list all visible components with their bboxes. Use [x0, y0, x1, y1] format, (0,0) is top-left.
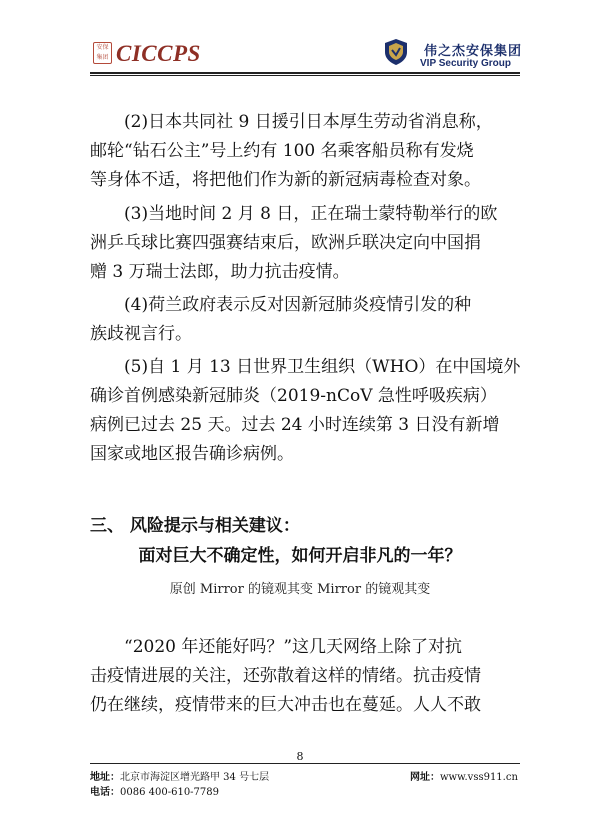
article-paragraph — [90, 633, 520, 720]
text-line: “2020 年还能好吗？”这几天网络上除了对抗 — [124, 637, 463, 657]
text-line: 邮轮“钻石公主”号上约有 100 名乘客船员称有发烧 — [90, 141, 474, 161]
section-heading: 三、 风险提示与相关建议： — [90, 516, 300, 536]
paragraph-item-2 — [90, 108, 520, 195]
seal-logo: 安保集团 — [93, 42, 112, 64]
paragraph-item-3 — [90, 200, 520, 287]
page-header — [0, 0, 600, 80]
shield-logo-icon — [384, 38, 408, 66]
text-line: 赠 3 万瑞士法郎，助力抗击疫情。 — [90, 262, 350, 282]
text-line: 洲乒乓球比赛四强赛结束后，欧洲乒联决定向中国捐 — [90, 233, 481, 253]
footer-divider — [90, 763, 520, 764]
page-number: 8 — [296, 750, 304, 763]
footer-website — [410, 768, 518, 783]
header-divider — [90, 72, 520, 74]
website-link[interactable]: www.vss911.cn — [440, 772, 518, 783]
text-line: (4)荷兰政府表示反对因新冠肺炎疫情引发的种 — [124, 295, 472, 315]
header-divider-thin — [90, 75, 520, 76]
text-line: 族歧视言行。 — [90, 324, 192, 344]
text-line: 国家或地区报告确诊病例。 — [90, 444, 294, 464]
footer-phone — [90, 783, 219, 798]
paragraph-item-5 — [90, 353, 520, 469]
ciccps-logo-text: CICCPS — [116, 41, 201, 66]
text-line: 等身体不适，将把他们作为新的新冠病毒检查对象。 — [90, 170, 481, 190]
text-line: 击疫情进展的关注，还弥散着这样的情绪。抗击疫情 — [90, 666, 481, 686]
paragraph-item-4 — [90, 291, 520, 349]
website-label: 网址： — [410, 772, 440, 783]
text-line: (5)自 1 月 13 日世界卫生组织（WHO）在中国境外 — [124, 357, 521, 377]
address-value: 北京市海淀区增光路甲 34 号七层 — [120, 772, 270, 783]
text-line: (2)日本共同社 9 日援引日本厚生劳动省消息称， — [124, 112, 493, 132]
text-line: 病例已过去 25 天。过去 24 小时连续第 3 日没有新增 — [90, 415, 500, 435]
address-label: 地址： — [90, 772, 120, 783]
article-byline: 原创 Mirror 的镜观其变 Mirror 的镜观其变 — [169, 582, 431, 597]
phone-label: 电话： — [90, 787, 120, 798]
footer-address — [90, 768, 269, 783]
text-line: 仍在继续，疫情带来的巨大冲击也在蔓延。人人不敢 — [90, 695, 481, 715]
article-title: 面对巨大不确定性，如何开启非凡的一年？ — [138, 546, 462, 566]
company-name-cn: 伟之杰安保集团 — [424, 44, 523, 59]
phone-value: 0086 400-610-7789 — [120, 787, 220, 798]
text-line: 确诊首例感染新冠肺炎（2019-nCoV 急性呼吸疾病） — [90, 386, 497, 406]
text-line: (3)当地时间 2 月 8 日，正在瑞士蒙特勒举行的欧 — [124, 204, 498, 224]
company-name-en: VIP Security Group — [420, 58, 511, 69]
